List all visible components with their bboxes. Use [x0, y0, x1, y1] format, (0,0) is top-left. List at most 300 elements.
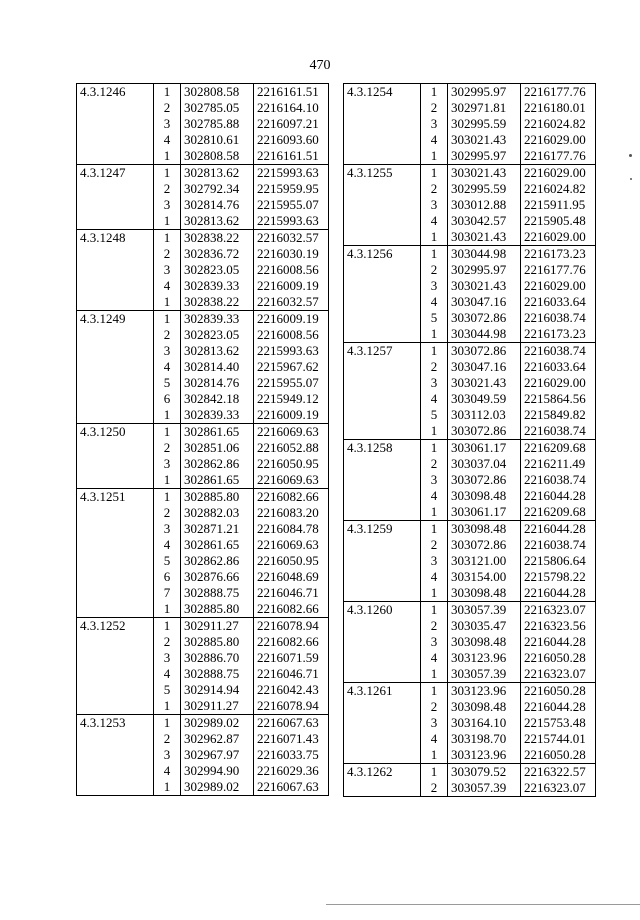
point-number-cell: 3 [421, 472, 448, 488]
x-coordinate-cell: 302989.02 [181, 715, 254, 732]
table-row [344, 715, 596, 731]
parcel-id-cell [77, 601, 154, 618]
point-number-cell: 4 [154, 132, 181, 148]
y-coordinate-cell: 2216322.57 [521, 764, 596, 781]
y-coordinate-cell: 2216044.28 [521, 521, 596, 538]
table-row [344, 472, 596, 488]
x-coordinate-cell: 303047.16 [448, 294, 521, 310]
point-number-cell: 2 [154, 100, 181, 116]
y-coordinate-cell: 2216173.23 [521, 246, 596, 263]
x-coordinate-cell: 303123.96 [448, 650, 521, 666]
parcel-id-cell: 4.3.1249 [77, 311, 154, 328]
parcel-id-cell: 4.3.1246 [77, 84, 154, 101]
y-coordinate-cell: 2215849.82 [521, 407, 596, 423]
point-number-cell: 3 [154, 650, 181, 666]
parcel-id-cell [344, 326, 421, 343]
table-row [344, 440, 596, 457]
y-coordinate-cell: 2216050.28 [521, 683, 596, 700]
y-coordinate-cell: 2216180.01 [521, 100, 596, 116]
parcel-id-cell [344, 100, 421, 116]
x-coordinate-cell: 302885.80 [181, 634, 254, 650]
point-number-cell: 2 [154, 731, 181, 747]
table-row [344, 553, 596, 569]
x-coordinate-cell: 302838.22 [181, 294, 254, 311]
table-row [77, 601, 329, 618]
point-number-cell: 4 [154, 537, 181, 553]
y-coordinate-cell: 2216209.68 [521, 504, 596, 521]
parcel-id-cell [344, 391, 421, 407]
parcel-id-cell [344, 310, 421, 326]
point-number-cell: 1 [154, 424, 181, 441]
x-coordinate-cell: 302995.59 [448, 116, 521, 132]
point-number-cell: 3 [421, 634, 448, 650]
table-row [77, 682, 329, 698]
table-row [77, 472, 329, 489]
x-coordinate-cell: 303098.48 [448, 585, 521, 602]
parcel-id-cell [77, 731, 154, 747]
x-coordinate-cell: 303123.96 [448, 747, 521, 764]
parcel-id-cell [344, 423, 421, 440]
parcel-id-cell [344, 618, 421, 634]
parcel-id-cell [77, 779, 154, 796]
parcel-id-cell: 4.3.1253 [77, 715, 154, 732]
point-number-cell: 1 [154, 230, 181, 247]
table-row [77, 375, 329, 391]
y-coordinate-cell: 2216032.57 [254, 294, 329, 311]
parcel-id-cell: 4.3.1260 [344, 602, 421, 619]
y-coordinate-cell: 2216046.71 [254, 666, 329, 682]
table-row [77, 407, 329, 424]
point-number-cell: 2 [154, 181, 181, 197]
x-coordinate-cell: 302839.33 [181, 311, 254, 328]
parcel-id-cell [77, 553, 154, 569]
table-row [344, 423, 596, 440]
y-coordinate-cell: 2216069.63 [254, 537, 329, 553]
y-coordinate-cell: 2215993.63 [254, 343, 329, 359]
y-coordinate-cell: 2216024.82 [521, 181, 596, 197]
y-coordinate-cell: 2216161.51 [254, 148, 329, 165]
x-coordinate-cell: 303098.48 [448, 521, 521, 538]
x-coordinate-cell: 302814.40 [181, 359, 254, 375]
parcel-id-cell [77, 650, 154, 666]
table-row [77, 553, 329, 569]
y-coordinate-cell: 2216029.36 [254, 763, 329, 779]
point-number-cell: 1 [154, 311, 181, 328]
parcel-id-cell [77, 148, 154, 165]
y-coordinate-cell: 2216029.00 [521, 278, 596, 294]
y-coordinate-cell: 2216050.95 [254, 456, 329, 472]
x-coordinate-cell: 303057.39 [448, 602, 521, 619]
y-coordinate-cell: 2216211.49 [521, 456, 596, 472]
parcel-id-cell: 4.3.1247 [77, 165, 154, 182]
x-coordinate-cell: 302871.21 [181, 521, 254, 537]
y-coordinate-cell: 2216097.21 [254, 116, 329, 132]
table-row [77, 230, 329, 247]
parcel-id-cell [344, 715, 421, 731]
y-coordinate-cell: 2216024.82 [521, 116, 596, 132]
x-coordinate-cell: 302995.97 [448, 262, 521, 278]
parcel-id-cell [344, 132, 421, 148]
point-number-cell: 1 [421, 747, 448, 764]
table-row [344, 246, 596, 263]
point-number-cell: 1 [154, 601, 181, 618]
table-row [77, 521, 329, 537]
x-coordinate-cell: 303098.48 [448, 699, 521, 715]
y-coordinate-cell: 2216044.28 [521, 634, 596, 650]
point-number-cell: 2 [154, 327, 181, 343]
y-coordinate-cell: 2216069.63 [254, 472, 329, 489]
point-number-cell: 2 [421, 262, 448, 278]
point-number-cell: 2 [421, 537, 448, 553]
x-coordinate-cell: 302914.94 [181, 682, 254, 698]
point-number-cell: 1 [154, 698, 181, 715]
point-number-cell: 4 [421, 488, 448, 504]
x-coordinate-cell: 302962.87 [181, 731, 254, 747]
table-row [77, 537, 329, 553]
point-number-cell: 1 [154, 407, 181, 424]
y-coordinate-cell: 2216050.28 [521, 747, 596, 764]
x-coordinate-cell: 302808.58 [181, 84, 254, 101]
x-coordinate-cell: 303021.43 [448, 165, 521, 182]
table-row [77, 456, 329, 472]
x-coordinate-cell: 303164.10 [448, 715, 521, 731]
y-coordinate-cell: 2216044.28 [521, 585, 596, 602]
y-coordinate-cell: 2216033.64 [521, 359, 596, 375]
point-number-cell: 1 [154, 213, 181, 230]
x-coordinate-cell: 303072.86 [448, 472, 521, 488]
y-coordinate-cell: 2216030.19 [254, 246, 329, 262]
y-coordinate-cell: 2216082.66 [254, 601, 329, 618]
x-coordinate-cell: 302842.18 [181, 391, 254, 407]
point-number-cell: 7 [154, 585, 181, 601]
x-coordinate-cell: 302911.27 [181, 618, 254, 635]
point-number-cell: 6 [154, 391, 181, 407]
y-coordinate-cell: 2215864.56 [521, 391, 596, 407]
y-coordinate-cell: 2216323.07 [521, 602, 596, 619]
point-number-cell: 3 [154, 747, 181, 763]
y-coordinate-cell: 2216164.10 [254, 100, 329, 116]
y-coordinate-cell: 2216052.88 [254, 440, 329, 456]
parcel-id-cell [344, 780, 421, 797]
table-row [344, 391, 596, 407]
table-row [344, 84, 596, 101]
parcel-id-cell [344, 229, 421, 246]
table-row [344, 262, 596, 278]
parcel-id-cell [344, 699, 421, 715]
parcel-id-cell [77, 472, 154, 489]
x-coordinate-cell: 303098.48 [448, 488, 521, 504]
table-row [344, 326, 596, 343]
y-coordinate-cell: 2216038.74 [521, 310, 596, 326]
scan-speck [630, 178, 632, 180]
x-coordinate-cell: 302989.02 [181, 779, 254, 796]
x-coordinate-cell: 303123.96 [448, 683, 521, 700]
parcel-id-cell: 4.3.1250 [77, 424, 154, 441]
parcel-id-cell [77, 116, 154, 132]
x-coordinate-cell: 303021.43 [448, 229, 521, 246]
x-coordinate-cell: 303021.43 [448, 278, 521, 294]
table-row [77, 634, 329, 650]
point-number-cell: 3 [154, 456, 181, 472]
table-row [344, 181, 596, 197]
table-row [344, 618, 596, 634]
x-coordinate-cell: 302861.65 [181, 537, 254, 553]
point-number-cell: 5 [154, 375, 181, 391]
y-coordinate-cell: 2216029.00 [521, 165, 596, 182]
y-coordinate-cell: 2216067.63 [254, 715, 329, 732]
x-coordinate-cell: 302876.66 [181, 569, 254, 585]
x-coordinate-cell: 303044.98 [448, 246, 521, 263]
parcel-id-cell: 4.3.1258 [344, 440, 421, 457]
parcel-id-cell [344, 747, 421, 764]
point-number-cell: 1 [421, 229, 448, 246]
table-row [77, 763, 329, 779]
x-coordinate-cell: 302813.62 [181, 165, 254, 182]
point-number-cell: 4 [421, 569, 448, 585]
y-coordinate-cell: 2216071.59 [254, 650, 329, 666]
parcel-id-cell [344, 488, 421, 504]
table-row [344, 683, 596, 700]
x-coordinate-cell: 302836.72 [181, 246, 254, 262]
parcel-id-cell [344, 537, 421, 553]
table-row [77, 278, 329, 294]
y-coordinate-cell: 2216046.71 [254, 585, 329, 601]
x-coordinate-cell: 303079.52 [448, 764, 521, 781]
table-row [77, 747, 329, 763]
point-number-cell: 2 [421, 618, 448, 634]
point-number-cell: 2 [421, 181, 448, 197]
table-row [344, 407, 596, 423]
table-row [77, 181, 329, 197]
point-number-cell: 4 [421, 294, 448, 310]
parcel-id-cell [77, 213, 154, 230]
parcel-id-cell [77, 634, 154, 650]
y-coordinate-cell: 2216038.74 [521, 423, 596, 440]
point-number-cell: 1 [154, 84, 181, 101]
point-number-cell: 2 [421, 100, 448, 116]
point-number-cell: 4 [421, 650, 448, 666]
coordinates-table-right [343, 83, 596, 797]
parcel-id-cell [344, 666, 421, 683]
y-coordinate-cell: 2216044.28 [521, 488, 596, 504]
parcel-id-cell [77, 294, 154, 311]
point-number-cell: 3 [154, 116, 181, 132]
y-coordinate-cell: 2216082.66 [254, 634, 329, 650]
point-number-cell: 1 [421, 246, 448, 263]
parcel-id-cell: 4.3.1252 [77, 618, 154, 635]
point-number-cell: 3 [154, 521, 181, 537]
point-number-cell: 5 [421, 310, 448, 326]
x-coordinate-cell: 302885.80 [181, 601, 254, 618]
parcel-id-cell [77, 698, 154, 715]
x-coordinate-cell: 302785.05 [181, 100, 254, 116]
point-number-cell: 2 [421, 359, 448, 375]
parcel-id-cell [77, 569, 154, 585]
x-coordinate-cell: 302882.03 [181, 505, 254, 521]
x-coordinate-cell: 302911.27 [181, 698, 254, 715]
point-number-cell: 4 [154, 359, 181, 375]
x-coordinate-cell: 303044.98 [448, 326, 521, 343]
table-row [77, 731, 329, 747]
y-coordinate-cell: 2216177.76 [521, 84, 596, 101]
y-coordinate-cell: 2216029.00 [521, 375, 596, 391]
y-coordinate-cell: 2215955.07 [254, 375, 329, 391]
point-number-cell: 1 [154, 472, 181, 489]
coordinates-table-left-body [77, 84, 329, 796]
point-number-cell: 3 [421, 375, 448, 391]
table-row [344, 666, 596, 683]
table-row [77, 100, 329, 116]
table-row [77, 569, 329, 585]
y-coordinate-cell: 2215959.95 [254, 181, 329, 197]
table-row [77, 246, 329, 262]
x-coordinate-cell: 302785.88 [181, 116, 254, 132]
parcel-id-cell [344, 181, 421, 197]
x-coordinate-cell: 302814.76 [181, 197, 254, 213]
point-number-cell: 4 [154, 666, 181, 682]
table-row [344, 521, 596, 538]
table-row [77, 148, 329, 165]
point-number-cell: 5 [421, 407, 448, 423]
parcel-id-cell: 4.3.1256 [344, 246, 421, 263]
parcel-id-cell: 4.3.1251 [77, 489, 154, 506]
parcel-id-cell [77, 100, 154, 116]
table-row [77, 343, 329, 359]
y-coordinate-cell: 2216009.19 [254, 311, 329, 328]
x-coordinate-cell: 302838.22 [181, 230, 254, 247]
parcel-id-cell [77, 327, 154, 343]
coordinates-table-left [76, 83, 329, 796]
point-number-cell: 1 [421, 343, 448, 360]
y-coordinate-cell: 2216209.68 [521, 440, 596, 457]
table-row [344, 116, 596, 132]
table-row [344, 731, 596, 747]
parcel-id-cell [344, 294, 421, 310]
parcel-id-cell [344, 650, 421, 666]
parcel-id-cell [344, 197, 421, 213]
y-coordinate-cell: 2215949.12 [254, 391, 329, 407]
table-row [77, 489, 329, 506]
table-row [344, 294, 596, 310]
y-coordinate-cell: 2216009.19 [254, 278, 329, 294]
table-row [77, 213, 329, 230]
y-coordinate-cell: 2216044.28 [521, 699, 596, 715]
table-row [77, 698, 329, 715]
point-number-cell: 1 [154, 294, 181, 311]
table-row [344, 650, 596, 666]
x-coordinate-cell: 303012.88 [448, 197, 521, 213]
y-coordinate-cell: 2216082.66 [254, 489, 329, 506]
x-coordinate-cell: 303057.39 [448, 666, 521, 683]
point-number-cell: 4 [421, 731, 448, 747]
point-number-cell: 4 [421, 391, 448, 407]
y-coordinate-cell: 2216083.20 [254, 505, 329, 521]
point-number-cell: 1 [421, 666, 448, 683]
y-coordinate-cell: 2216008.56 [254, 327, 329, 343]
table-row [344, 699, 596, 715]
point-number-cell: 2 [154, 505, 181, 521]
point-number-cell: 2 [154, 634, 181, 650]
point-number-cell: 2 [154, 246, 181, 262]
y-coordinate-cell: 2216067.63 [254, 779, 329, 796]
page-number: 470 [309, 58, 331, 73]
x-coordinate-cell: 302810.61 [181, 132, 254, 148]
parcel-id-cell [77, 262, 154, 278]
y-coordinate-cell: 2215753.48 [521, 715, 596, 731]
parcel-id-cell [77, 440, 154, 456]
y-coordinate-cell: 2216029.00 [521, 229, 596, 246]
table-row [344, 780, 596, 797]
parcel-id-cell: 4.3.1261 [344, 683, 421, 700]
point-number-cell: 1 [421, 165, 448, 182]
table-row [344, 488, 596, 504]
table-row [77, 359, 329, 375]
parcel-id-cell [344, 148, 421, 165]
point-number-cell: 4 [421, 213, 448, 229]
x-coordinate-cell: 303198.70 [448, 731, 521, 747]
y-coordinate-cell: 2216069.63 [254, 424, 329, 441]
point-number-cell: 3 [154, 343, 181, 359]
parcel-id-cell [344, 116, 421, 132]
y-coordinate-cell: 2216173.23 [521, 326, 596, 343]
parcel-id-cell [77, 521, 154, 537]
x-coordinate-cell: 303072.86 [448, 423, 521, 440]
parcel-id-cell [344, 278, 421, 294]
point-number-cell: 1 [154, 715, 181, 732]
table-row [344, 456, 596, 472]
table-row [344, 359, 596, 375]
point-number-cell: 4 [154, 763, 181, 779]
table-row [77, 715, 329, 732]
parcel-id-cell [77, 666, 154, 682]
table-row [344, 569, 596, 585]
point-number-cell: 3 [421, 715, 448, 731]
point-number-cell: 2 [154, 440, 181, 456]
table-row [344, 537, 596, 553]
y-coordinate-cell: 2216078.94 [254, 618, 329, 635]
point-number-cell: 3 [421, 553, 448, 569]
x-coordinate-cell: 302888.75 [181, 666, 254, 682]
parcel-id-cell [77, 278, 154, 294]
parcel-id-cell [77, 537, 154, 553]
table-row [77, 779, 329, 796]
x-coordinate-cell: 303154.00 [448, 569, 521, 585]
y-coordinate-cell: 2216008.56 [254, 262, 329, 278]
coordinates-table-right-body [344, 84, 596, 797]
x-coordinate-cell: 302994.90 [181, 763, 254, 779]
x-coordinate-cell: 302823.05 [181, 327, 254, 343]
parcel-id-cell: 4.3.1248 [77, 230, 154, 247]
x-coordinate-cell: 303072.86 [448, 343, 521, 360]
point-number-cell: 2 [421, 780, 448, 797]
y-coordinate-cell: 2216177.76 [521, 262, 596, 278]
x-coordinate-cell: 302814.76 [181, 375, 254, 391]
parcel-id-cell [344, 359, 421, 375]
x-coordinate-cell: 303057.39 [448, 780, 521, 797]
x-coordinate-cell: 303121.00 [448, 553, 521, 569]
y-coordinate-cell: 2216032.57 [254, 230, 329, 247]
table-row [344, 197, 596, 213]
y-coordinate-cell: 2216323.07 [521, 666, 596, 683]
parcel-id-cell [344, 472, 421, 488]
x-coordinate-cell: 303035.47 [448, 618, 521, 634]
table-row [344, 375, 596, 391]
table-row [344, 504, 596, 521]
x-coordinate-cell: 302885.80 [181, 489, 254, 506]
parcel-id-cell [344, 213, 421, 229]
x-coordinate-cell: 302851.06 [181, 440, 254, 456]
parcel-id-cell [77, 375, 154, 391]
